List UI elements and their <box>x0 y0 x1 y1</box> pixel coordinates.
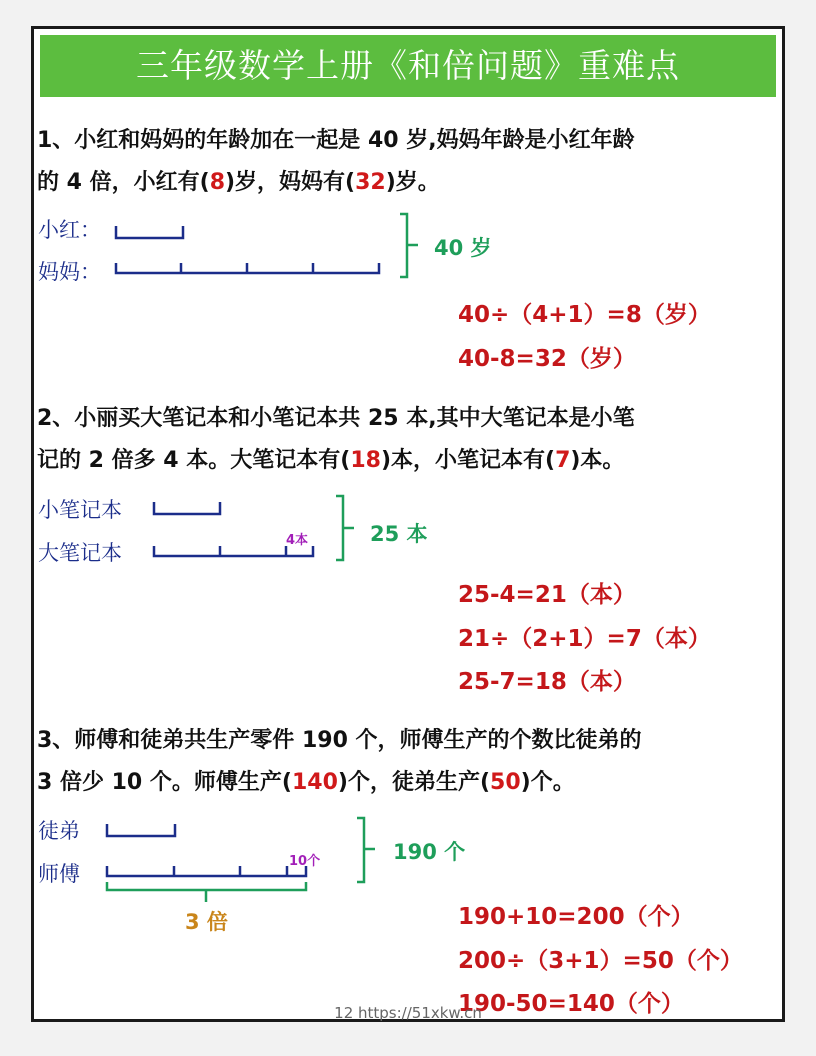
answer-3b: 50 <box>490 770 521 795</box>
equation-2-1: 25-4=21（本） <box>458 582 636 608</box>
equation-1-2: 40-8=32（岁） <box>458 346 636 372</box>
question-2-line-2: 记的 2 倍多 4 本。大笔记本有(18)本，小笔记本有(7)本。 <box>37 448 625 473</box>
question-3-line-1: 3、师傅和徒弟共生产零件 190 个，师傅生产的个数比徒弟的 <box>37 728 642 753</box>
segment-q3-big <box>107 866 306 876</box>
equation-3-3: 190-50=140（个） <box>458 991 684 1017</box>
total-q1: 40 岁 <box>434 236 492 260</box>
question-1-line-1: 1、小红和妈妈的年龄加在一起是 40 岁,妈妈年龄是小红年龄 <box>37 128 635 153</box>
total-q3: 190 个 <box>393 840 466 864</box>
brace-q2 <box>336 496 343 560</box>
brace-q3 <box>357 818 364 882</box>
footer-url: 12 https://51xkw.cn <box>334 1004 482 1022</box>
extra-q3: 10个 <box>289 854 321 869</box>
segment-q2-small <box>154 502 220 514</box>
label-big-notebook: 大笔记本 <box>38 541 122 565</box>
brace-q1 <box>400 214 407 277</box>
answer-1a: 8 <box>209 170 225 195</box>
segment-q1-small <box>116 226 183 238</box>
page-title: 三年级数学上册《和倍问题》重难点 <box>40 35 776 97</box>
times-brace-q3 <box>107 882 306 890</box>
label-mama: 妈妈： <box>38 260 101 284</box>
extra-q2: 4本 <box>286 533 309 548</box>
segment-q3-small <box>107 824 175 836</box>
answer-3a: 140 <box>291 770 338 795</box>
equation-2-3: 25-7=18（本） <box>458 669 636 695</box>
answer-1b: 32 <box>355 170 386 195</box>
label-master: 师傅 <box>38 862 80 886</box>
equation-3-1: 190+10=200（个） <box>458 904 694 930</box>
label-apprentice: 徒弟 <box>38 819 80 843</box>
question-1-line-2: 的 4 倍，小红有(8)岁，妈妈有(32)岁。 <box>37 170 440 195</box>
equation-3-2: 200÷（3+1）=50（个） <box>458 948 743 974</box>
equation-2-2: 21÷（2+1）=7（本） <box>458 626 711 652</box>
total-q2: 25 本 <box>370 522 428 546</box>
answer-2b: 7 <box>555 448 571 473</box>
answer-2a: 18 <box>350 448 381 473</box>
label-small-notebook: 小笔记本 <box>38 498 122 522</box>
equation-1-1: 40÷（4+1）=8（岁） <box>458 302 711 328</box>
segment-q2-big <box>154 546 313 556</box>
question-2-line-1: 2、小丽买大笔记本和小笔记本共 25 本,其中大笔记本是小笔 <box>37 406 635 431</box>
times-label-q3: 3 倍 <box>185 910 228 934</box>
label-xiaohong: 小红： <box>38 218 101 242</box>
question-3-line-2: 3 倍少 10 个。师傅生产(140)个，徒弟生产(50)个。 <box>37 770 575 795</box>
